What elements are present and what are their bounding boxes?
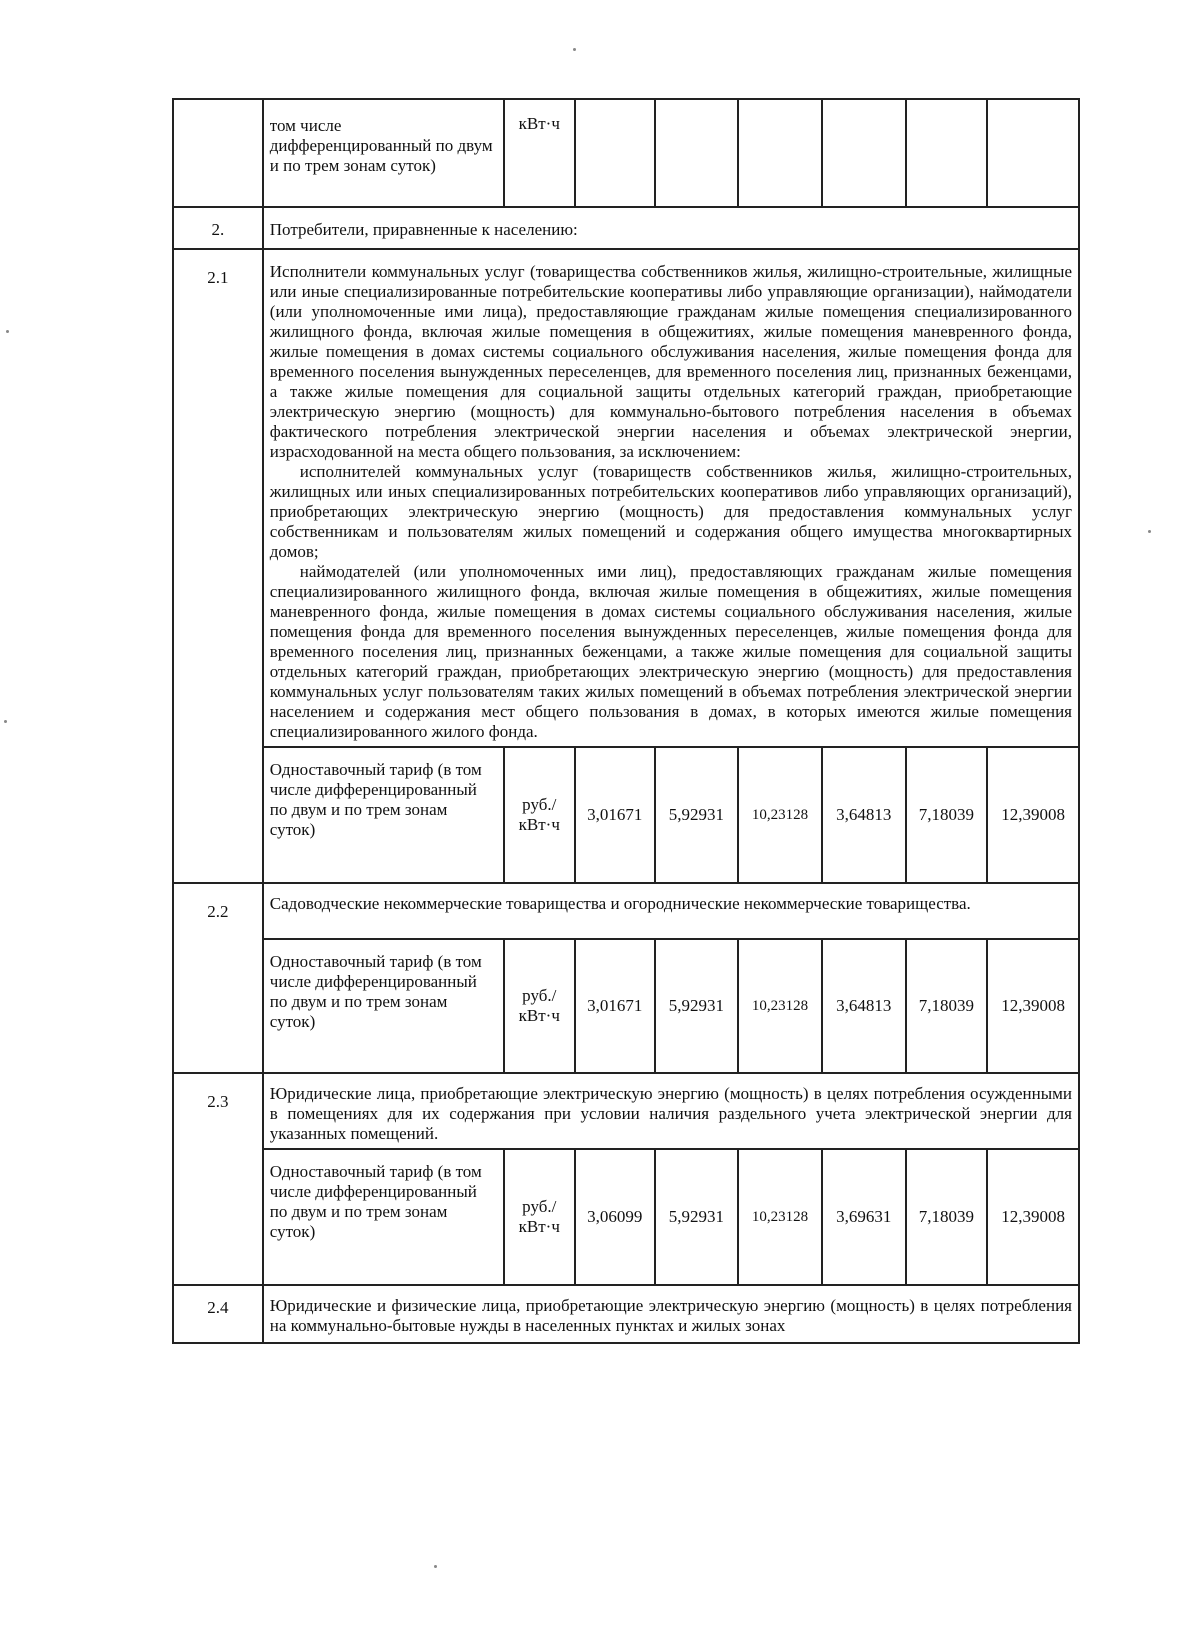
tariff-label-cell — [263, 747, 504, 883]
row-description: Садоводческие некоммерческие товарищества и огороднические некоммерческие товарищества. — [263, 883, 1079, 939]
table-row-2-2-tariff — [173, 939, 1079, 1073]
value-cell-empty — [738, 99, 822, 207]
tariff-value: 12,39008 — [987, 747, 1079, 883]
tariff-value: 3,01671 — [575, 939, 655, 1073]
unit-cell: руб./ кВт·ч — [504, 1149, 575, 1285]
tariff-value: 12,39008 — [987, 1149, 1079, 1285]
tariff-value: 7,18039 — [906, 939, 988, 1073]
scan-speck — [434, 1565, 437, 1568]
value-cell-empty — [822, 99, 906, 207]
tariff-value: 3,06099 — [575, 1149, 655, 1285]
tariff-value: 5,92931 — [655, 747, 739, 883]
tariff-value: 3,64813 — [822, 747, 906, 883]
tariff-table — [172, 98, 1080, 1344]
tariff-label: Одноставочный тариф (в том числе дифференцированный по двум и по трем зонам суток) — [269, 760, 482, 839]
description-paragraph: Исполнители коммунальных услуг (товарищества собственников жилья, жилищно-строительные, жилищные или иные специализированные потребительские кооперативы либо управляющие организации), наймодатели (или уполномоченные ими лица), предоставляющие гражданам жилые помещения специализированного жилищного фонда, включая жилые помещения в общежитиях, жилые помещения маневренного фонда, жилые помещения в домах системы социального обслуживания населения, жилые помещения фонда для временного поселения вынужденных переселенцев, для временного поселения лиц, признанных беженцами, а также жилые помещения для социальной защиты отдельных категорий граждан, приобретающие электрическую энергию (мощность) для коммунально-бытового потребления населения в объемах фактического потребления электрической энергии населения и объемах электрической энергии, израсходованной на места общего пользования, за исключением: — [269, 262, 1072, 461]
tariff-value: 3,64813 — [822, 939, 906, 1073]
tariff-label: Одноставочный тариф (в том числе дифференцированный по двум и по трем зонам суток) — [269, 952, 482, 1031]
tariff-value: 7,18039 — [906, 1149, 988, 1285]
row-number: 2.2 — [173, 883, 263, 1073]
tariff-label-cell — [263, 99, 504, 207]
tariff-label: том числе дифференцированный по двум и по трем зонам суток) — [269, 116, 493, 175]
tariff-label-cell — [263, 939, 504, 1073]
table-row-2-4-desc — [173, 1285, 1079, 1343]
row-number: 2.1 — [173, 249, 263, 883]
tariff-value: 3,69631 — [822, 1149, 906, 1285]
value-cell-empty — [575, 99, 655, 207]
description-paragraph: наймодателей (или уполномоченных ими лиц), предоставляющих гражданам жилые помещения специализированного жилищного фонда, включая жилые помещения в общежитиях, жилые помещения маневренного фонда, жилые помещения в домах системы социального обслуживания населения, жилые помещения фонда для временного поселения вынужденных переселенцев, жилые помещения фонда для временного поселения лиц, признанных беженцами, а также жилые помещения для социальной защиты отдельных категорий граждан, приобретающих электрическую энергию (мощность) для предоставления коммунальных услуг пользователям таких жилых помещений в объемах потребления электрической энергии населением и содержания мест общего пользования в домах, в которых имеются жилые помещения специализированного жилого фонда. — [269, 562, 1072, 741]
table-row-section-2 — [173, 207, 1079, 249]
tariff-value: 7,18039 — [906, 747, 988, 883]
table-row-2-1-tariff — [173, 747, 1079, 883]
section-title: Потребители, приравненные к населению: — [263, 207, 1079, 249]
row-number: 2.4 — [173, 1285, 263, 1343]
value-cell-empty — [987, 99, 1079, 207]
table-row-2-1-desc — [173, 249, 1079, 747]
table-row-continuation — [173, 99, 1079, 207]
section-number: 2. — [173, 207, 263, 249]
table-row-2-2-desc — [173, 883, 1079, 939]
scan-speck — [6, 330, 9, 333]
row-description: Юридические лица, приобретающие электрическую энергию (мощность) в целях потребления осужденными в помещениях для их содержания при условии наличия раздельного учета электрической энергии для указанных помещений. — [263, 1073, 1079, 1149]
row-description: Юридические и физические лица, приобретающие электрическую энергию (мощность) в целях потребления на коммунально-бытовые нужды в населенных пунктах и жилых зонах — [263, 1285, 1079, 1343]
scan-speck — [573, 48, 576, 51]
tariff-label: Одноставочный тариф (в том числе дифференцированный по двум и по трем зонам суток) — [269, 1162, 482, 1241]
row-description — [263, 249, 1079, 747]
unit-cell: руб./ кВт·ч — [504, 939, 575, 1073]
row-number: 2.3 — [173, 1073, 263, 1285]
unit-cell: руб./ кВт·ч — [504, 747, 575, 883]
scan-speck — [1148, 530, 1151, 533]
value-cell-empty — [655, 99, 739, 207]
description-paragraph: исполнителей коммунальных услуг (товариществ собственников жилья, жилищно-строительных, жилищных или иных специализированных потребительских кооперативов либо управляющих организаций), приобретающих электрическую энергию (мощность) для предоставления коммунальных услуг собственникам и пользователям жилых помещений и содержания общего имущества многоквартирных домов; — [269, 462, 1072, 561]
cell-num-empty — [173, 99, 263, 207]
table-row-2-3-tariff — [173, 1149, 1079, 1285]
tariff-value: 10,23128 — [738, 939, 822, 1073]
tariff-value: 3,01671 — [575, 747, 655, 883]
tariff-value: 5,92931 — [655, 1149, 739, 1285]
tariff-label-cell — [263, 1149, 504, 1285]
tariff-value: 10,23128 — [738, 747, 822, 883]
table-row-2-3-desc — [173, 1073, 1079, 1149]
value-cell-empty — [906, 99, 988, 207]
scan-speck — [4, 720, 7, 723]
tariff-value: 10,23128 — [738, 1149, 822, 1285]
tariff-value: 5,92931 — [655, 939, 739, 1073]
tariff-value: 12,39008 — [987, 939, 1079, 1073]
unit-cell: кВт·ч — [504, 99, 575, 207]
